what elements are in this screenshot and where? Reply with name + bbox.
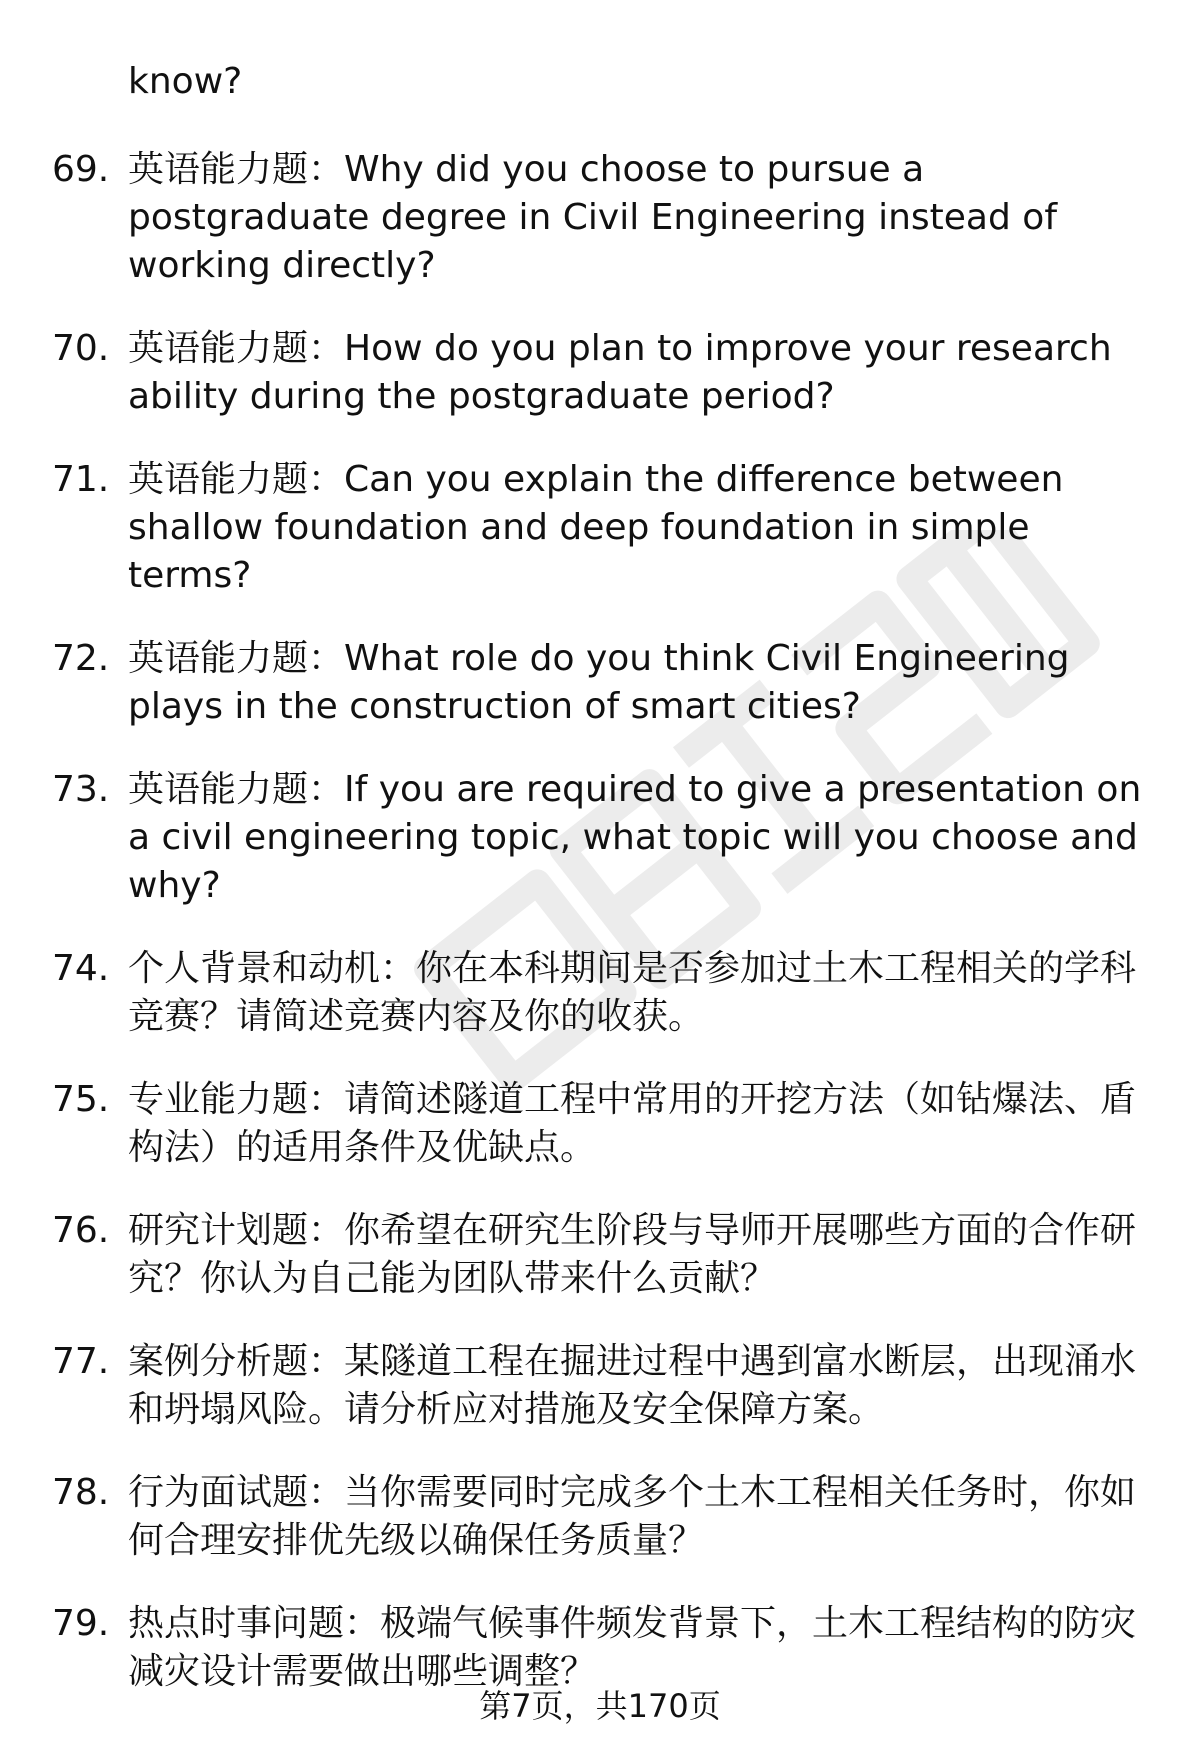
question-text: 英语能力题：Can you explain the difference between shallow foundation and deep foundation in simple terms?	[128, 459, 1064, 596]
list-item	[52, 146, 1150, 290]
question-number: 76.	[52, 1210, 110, 1251]
question-number: 72.	[52, 638, 110, 679]
question-text: 英语能力题：How do you plan to improve your research ability during the postgraduate period?	[128, 328, 1112, 417]
list-item	[52, 635, 1150, 731]
question-number: 71.	[52, 459, 110, 500]
carry-over-text: know?	[128, 61, 243, 102]
question-list	[52, 146, 1150, 1696]
list-item	[52, 945, 1150, 1041]
list-item	[52, 1469, 1150, 1565]
question-text: 专业能力题：请简述隧道工程中常用的开挖方法（如钻爆法、盾构法）的适用条件及优缺点。	[128, 1079, 1137, 1168]
question-text: 英语能力题：If you are required to give a presentation on a civil engineering topic, what topic will you choose and why?	[128, 769, 1142, 906]
question-text: 研究计划题：你希望在研究生阶段与导师开展哪些方面的合作研究？你认为自己能为团队带来什么贡献？	[128, 1210, 1137, 1299]
list-item	[52, 456, 1150, 600]
question-number: 69.	[52, 149, 110, 190]
question-number: 78.	[52, 1472, 110, 1513]
list-item	[52, 766, 1150, 910]
question-text: 案例分析题：某隧道工程在掘进过程中遇到富水断层，出现涌水和坍塌风险。请分析应对措施及安全保障方案。	[128, 1341, 1137, 1430]
question-text: 行为面试题：当你需要同时完成多个土木工程相关任务时，你如何合理安排优先级以确保任务质量？	[128, 1472, 1137, 1561]
list-item	[52, 1076, 1150, 1172]
question-number: 74.	[52, 948, 110, 989]
list-item	[52, 1600, 1150, 1696]
question-content	[52, 58, 1150, 1731]
list-item	[52, 325, 1150, 421]
question-text: 英语能力题：Why did you choose to pursue a postgraduate degree in Civil Engineering instead of working directly?	[128, 149, 1057, 286]
question-text: 英语能力题：What role do you think Civil Engineering plays in the construction of smart cities?	[128, 638, 1070, 727]
question-number: 79.	[52, 1603, 110, 1644]
question-number: 77.	[52, 1341, 110, 1382]
page-footer: 第7页，共170页	[479, 1687, 721, 1725]
list-item	[52, 1338, 1150, 1434]
question-number: 70.	[52, 328, 110, 369]
question-text: 热点时事问题：极端气候事件频发背景下，土木工程结构的防灾减灾设计需要做出哪些调整？	[128, 1603, 1137, 1692]
question-number: 75.	[52, 1079, 110, 1120]
list-item	[52, 1207, 1150, 1303]
question-text: 个人背景和动机：你在本科期间是否参加过土木工程相关的学科竞赛？请简述竞赛内容及你的收获。	[128, 948, 1137, 1037]
question-number: 73.	[52, 769, 110, 810]
